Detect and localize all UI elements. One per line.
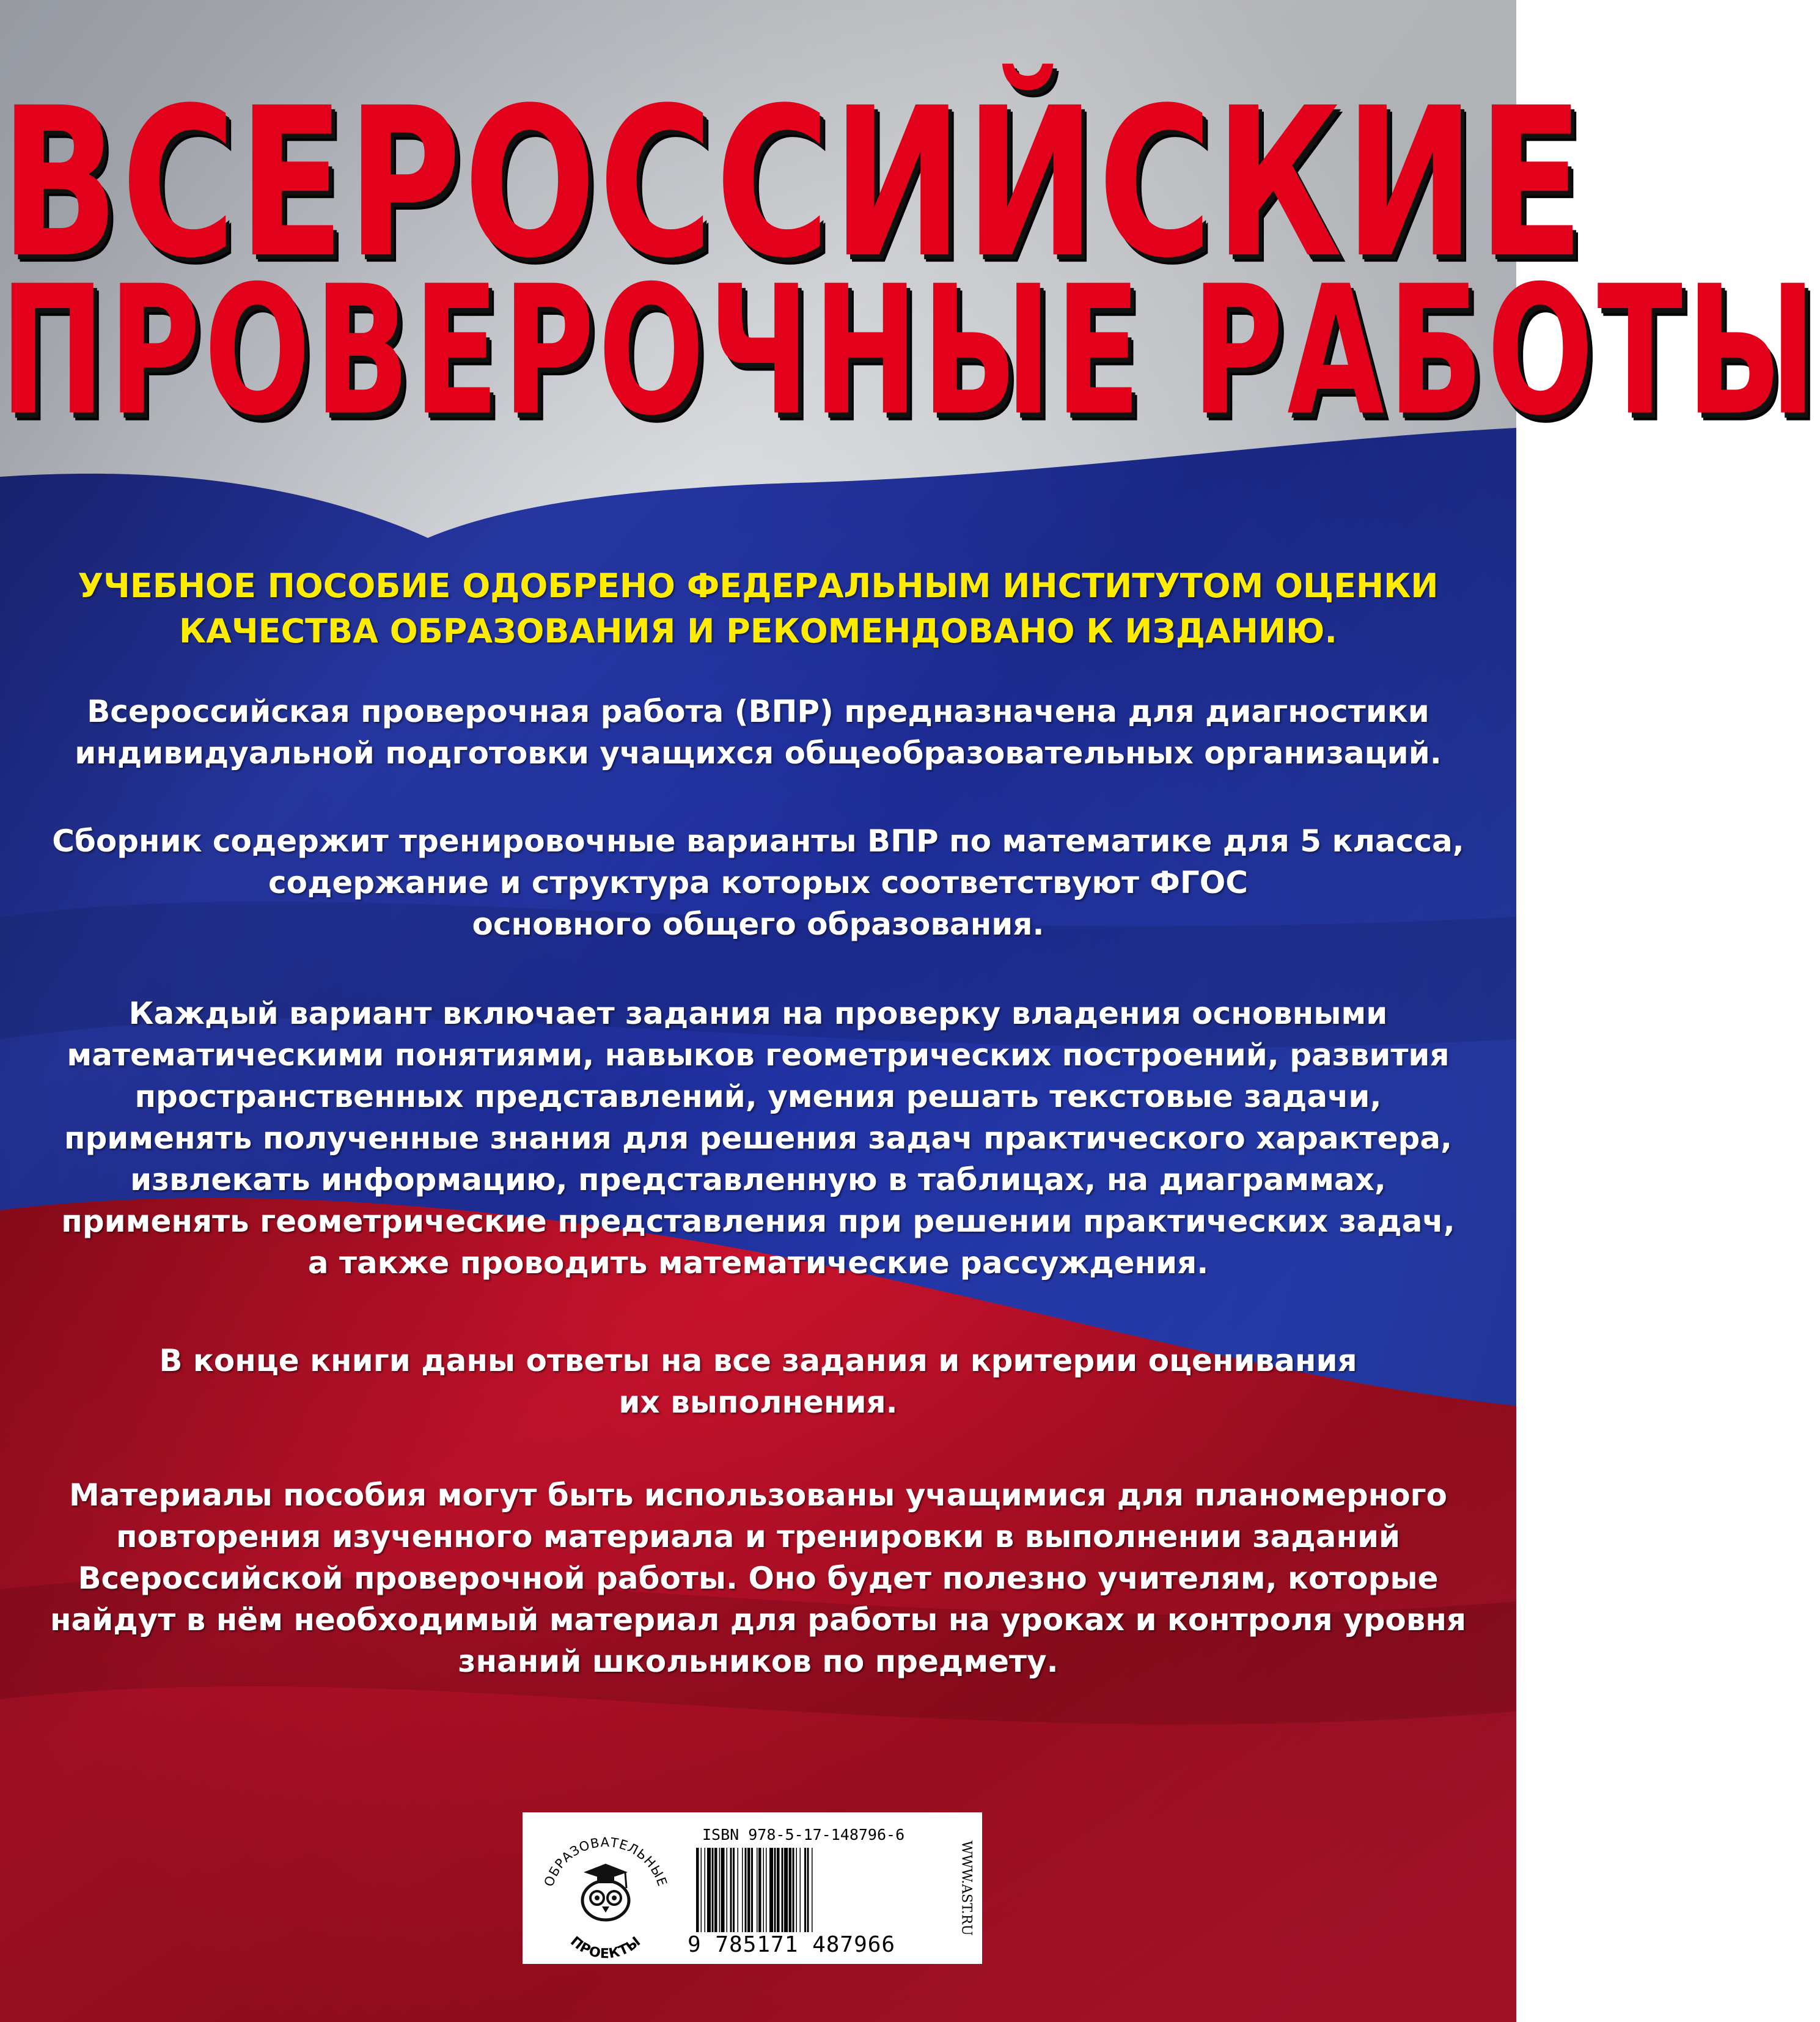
isbn-number: ISBN 978-5-17-148796-6 <box>702 1826 905 1844</box>
paragraph-line: Каждый вариант включает задания на проверку владения основными <box>128 996 1388 1031</box>
paragraph-line: извлекать информацию, представленную в таблицах, на диаграммах, <box>130 1162 1386 1197</box>
paragraph-line: Сборник содержит тренировочные варианты ВПР по математике для 5 класса, <box>52 823 1464 859</box>
description-paragraph-3 <box>49 993 1467 1284</box>
description-paragraph-2 <box>49 820 1467 945</box>
approval-notice <box>49 564 1467 654</box>
publisher-website: WWW.AST.RU <box>958 1840 974 1936</box>
paragraph-line: знаний школьников по предмету. <box>458 1644 1059 1679</box>
description-paragraph-5 <box>49 1474 1467 1682</box>
owl-graduate-icon <box>534 1816 678 1960</box>
paragraph-line: применять полученные знания для решения задач практического характера, <box>64 1120 1453 1156</box>
barcode-panel <box>523 1812 982 1964</box>
cover-title-line-2: ПРОВЕРОЧНЫЕ РАБОТЫ <box>0 248 1820 455</box>
description-paragraph-4 <box>49 1340 1467 1423</box>
approval-line: УЧЕБНОЕ ПОСОБИЕ ОДОБРЕНО ФЕДЕРАЛЬНЫМ ИНСТИТУТОМ ОЦЕНКИ <box>78 567 1439 605</box>
paragraph-line: математическими понятиями, навыков геометрических построений, развития <box>67 1037 1450 1073</box>
logo-top-text: ОБРАЗОВАТЕЛЬНЫЕ <box>541 1834 670 1889</box>
paragraph-line: индивидуальной подготовки учащихся общеобразовательных организаций. <box>75 735 1442 771</box>
paragraph-line: содержание и структура которых соответствуют ФГОС <box>268 865 1248 900</box>
approval-line: КАЧЕСТВА ОБРАЗОВАНИЯ И РЕКОМЕНДОВАНО К ИЗДАНИЮ. <box>179 612 1337 650</box>
paragraph-line: Всероссийская проверочная работа (ВПР) предназначена для диагностики <box>87 694 1429 729</box>
paragraph-line: пространственных представлений, умения решать текстовые задачи, <box>134 1079 1382 1114</box>
paragraph-line: применять геометрические представления при решении практических задач, <box>61 1204 1455 1239</box>
paragraph-line: В конце книги даны ответы на все задания и критерии оценивания <box>159 1343 1357 1378</box>
paragraph-line: а также проводить математические рассуждения. <box>307 1245 1209 1281</box>
description-paragraph-1 <box>49 691 1467 774</box>
paragraph-line: основного общего образования. <box>472 906 1044 942</box>
paragraph-line: Всероссийской проверочной работы. Оно будет полезно учителям, которые <box>78 1561 1439 1596</box>
paragraph-line: их выполнения. <box>618 1384 898 1420</box>
svg-text:ПРОЕКТЫ <box>567 1934 644 1960</box>
paragraph-line: Материалы пособия могут быть использованы учащимися для планомерного <box>68 1477 1448 1513</box>
barcode-digits: 9 785171 487966 <box>685 1932 898 1957</box>
paragraph-line: найдут в нём необходимый материал для работы на уроках и контроля уровня <box>50 1602 1467 1638</box>
paragraph-line: повторения изученного материала и тренировки в выполнении заданий <box>116 1519 1401 1554</box>
cover-title-line-1: ВСЕРОССИЙСКИЕ <box>0 64 1587 304</box>
logo-bottom-text: ПРОЕКТЫ <box>567 1933 644 1960</box>
